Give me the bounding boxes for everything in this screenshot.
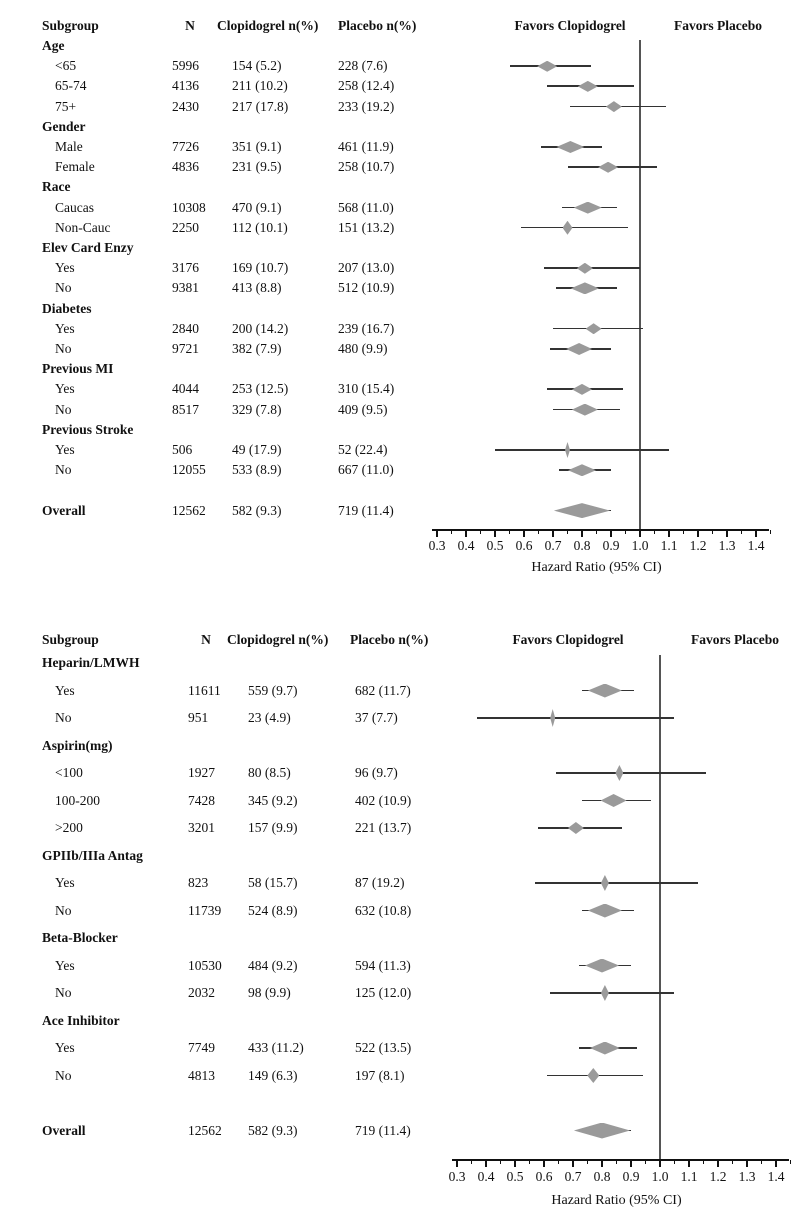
row-n: 1927 [188, 765, 215, 780]
x-axis-tick-label: 1.4 [767, 1169, 785, 1184]
row-n: 951 [188, 710, 209, 725]
x-axis-major-tick [485, 1160, 487, 1167]
x-axis-minor-tick [587, 1160, 588, 1164]
diamond-marker [556, 141, 584, 153]
x-axis-major-tick [659, 1160, 661, 1167]
row-n: 11611 [188, 682, 221, 698]
row-label: No [55, 280, 72, 296]
row-label: No [55, 1067, 72, 1083]
row-n: 7749 [188, 1040, 215, 1055]
row-label: No [55, 341, 72, 356]
row-label: Heparin/LMWH [42, 655, 140, 670]
row-placebo: 258 (10.7) [338, 159, 395, 175]
row-label: Yes [55, 682, 75, 698]
x-axis-tick-label: 1.4 [747, 538, 765, 553]
diamond-marker [588, 684, 622, 698]
x-axis-major-tick [581, 530, 583, 537]
x-axis-tick-label: 1.2 [689, 538, 707, 553]
row-label: Diabetes [42, 300, 92, 316]
row-n: 7428 [188, 792, 215, 808]
row-n: 823 [188, 875, 209, 890]
favors-placebo-label: Favors Placebo [673, 18, 763, 33]
row-n: 8517 [172, 401, 199, 417]
row-clopidogrel: 351 (9.1) [232, 139, 282, 154]
diamond-marker [550, 709, 555, 727]
col-header-placebo: Placebo n(%) [350, 632, 429, 647]
x-axis-major-tick [601, 1160, 603, 1167]
row-n: 10530 [188, 957, 222, 973]
x-axis-tick-label: 0.3 [448, 1169, 466, 1184]
row-label: Ace Inhibitor [42, 1012, 120, 1028]
row-placebo: 522 (13.5) [355, 1040, 412, 1055]
col-header-subgroup: Subgroup [42, 632, 99, 647]
x-axis-tick-label: 0.4 [477, 1169, 495, 1184]
x-axis-tick-label: 1.3 [718, 538, 736, 553]
x-axis-minor-tick [741, 530, 742, 534]
row-placebo: 37 (7.7) [355, 710, 398, 725]
x-axis-major-tick [775, 1160, 777, 1167]
x-axis-minor-tick [596, 530, 597, 534]
x-axis-major-tick [610, 530, 612, 537]
x-axis-tick-label: 0.5 [506, 1169, 524, 1184]
col-header-clopidogrel: Clopidogrel n(%) [227, 632, 329, 647]
row-n: 11739 [188, 902, 222, 918]
x-axis-tick-label: 0.6 [515, 538, 533, 553]
row-n: 5996 [172, 58, 199, 74]
row-clopidogrel: 200 (14.2) [232, 320, 289, 336]
diamond-marker [578, 81, 598, 92]
row-clopidogrel: 533 (8.9) [232, 462, 282, 478]
x-axis-minor-tick [654, 530, 655, 534]
row-label: Race [42, 179, 71, 195]
row-clopidogrel: 80 (8.5) [248, 765, 291, 780]
x-axis-minor-tick [471, 1160, 472, 1164]
row-label: Non-Cauc [55, 219, 111, 235]
row-clopidogrel: 413 (8.8) [232, 280, 282, 296]
x-axis-tick-label: 1.0 [631, 538, 649, 553]
row-label: No [55, 985, 72, 1000]
x-axis-major-tick [494, 530, 496, 537]
row-n: 4836 [172, 159, 199, 175]
row-label: <65 [55, 58, 77, 74]
x-axis-major-tick [456, 1160, 458, 1167]
x-axis-major-tick [717, 1160, 719, 1167]
x-axis-minor-tick [674, 1160, 675, 1164]
row-placebo: 87 (19.2) [355, 875, 405, 890]
x-axis-minor-tick [538, 530, 539, 534]
row-placebo: 461 (11.9) [338, 139, 394, 154]
row-label: Female [55, 159, 95, 175]
row-label: Previous Stroke [42, 421, 134, 437]
row-label: Yes [55, 1040, 75, 1055]
row-n: 12562 [172, 502, 206, 518]
x-axis-minor-tick [480, 530, 481, 534]
favors-placebo-label: Favors Placebo [690, 632, 780, 647]
diamond-marker [554, 503, 610, 518]
x-axis-minor-tick [616, 1160, 617, 1164]
x-axis-tick-label: 1.3 [738, 1169, 756, 1184]
row-label: Yes [55, 381, 75, 397]
x-axis-tick-label: 1.2 [709, 1169, 727, 1184]
row-clopidogrel: 157 (9.9) [248, 820, 298, 835]
row-n: 9721 [172, 341, 199, 356]
x-axis-major-tick [572, 1160, 574, 1167]
x-axis-tick-label: 0.6 [535, 1169, 553, 1184]
diamond-marker [601, 794, 627, 807]
row-clopidogrel: 582 (9.3) [232, 502, 282, 518]
row-placebo: 632 (10.8) [355, 902, 412, 918]
row-label: Male [55, 139, 83, 154]
row-placebo: 52 (22.4) [338, 442, 388, 457]
x-axis-minor-tick [625, 530, 626, 534]
x-axis-minor-tick [732, 1160, 733, 1164]
row-label: Overall [42, 1122, 86, 1138]
row-n: 506 [172, 442, 193, 457]
row-n: 4813 [188, 1067, 215, 1083]
row-clopidogrel: 98 (9.9) [248, 985, 291, 1000]
x-axis-minor-tick [683, 530, 684, 534]
x-axis-major-tick [668, 530, 670, 537]
x-axis-tick-label: 0.4 [457, 538, 475, 553]
diamond-marker [566, 343, 592, 355]
x-axis-minor-tick [790, 1160, 791, 1164]
x-axis-major-tick [552, 530, 554, 537]
diamond-marker [571, 282, 599, 294]
diamond-marker [565, 442, 570, 458]
diamond-marker [601, 985, 609, 1001]
x-axis-minor-tick [645, 1160, 646, 1164]
row-placebo: 151 (13.2) [338, 219, 395, 235]
ci-line [550, 992, 675, 994]
x-axis-major-tick [688, 1160, 690, 1167]
diamond-marker [601, 875, 609, 891]
row-n: 9381 [172, 280, 199, 296]
row-label: Gender [42, 118, 86, 134]
row-label: <100 [55, 765, 83, 780]
x-axis-tick-label: 0.9 [622, 1169, 640, 1184]
diamond-marker [574, 202, 602, 214]
row-label: 65-74 [55, 78, 87, 94]
row-clopidogrel: 23 (4.9) [248, 710, 291, 725]
row-n: 4044 [172, 381, 199, 397]
row-n: 3201 [188, 820, 215, 835]
x-axis-minor-tick [529, 1160, 530, 1164]
x-axis-minor-tick [451, 530, 452, 534]
row-clopidogrel: 58 (15.7) [248, 875, 298, 890]
row-placebo: 402 (10.9) [355, 792, 412, 808]
row-n: 2430 [172, 98, 199, 114]
row-label: Age [42, 38, 65, 53]
row-placebo: 568 (11.0) [338, 199, 394, 215]
row-placebo: 258 (12.4) [338, 78, 395, 94]
ci-line [521, 227, 628, 229]
row-placebo: 233 (19.2) [338, 98, 395, 114]
row-label: Aspirin(mg) [42, 737, 113, 753]
row-label: No [55, 902, 72, 918]
row-clopidogrel: 524 (8.9) [248, 902, 298, 918]
row-clopidogrel: 231 (9.5) [232, 159, 282, 175]
x-axis-major-tick [726, 530, 728, 537]
x-axis-tick-label: 1.1 [680, 1169, 698, 1184]
row-label: Elev Card Enzy [42, 240, 134, 255]
row-clopidogrel: 382 (7.9) [232, 341, 282, 356]
row-label: No [55, 462, 72, 478]
row-clopidogrel: 329 (7.8) [232, 401, 282, 417]
row-clopidogrel: 433 (11.2) [248, 1040, 304, 1055]
x-axis-title: Hazard Ratio (95% CI) [531, 560, 662, 575]
x-axis-tick-label: 1.1 [660, 538, 678, 553]
diamond-marker [574, 1123, 630, 1139]
row-label: 75+ [55, 98, 77, 114]
row-placebo: 239 (16.7) [338, 320, 395, 336]
row-n: 12562 [188, 1122, 222, 1138]
diamond-marker [588, 904, 622, 918]
row-placebo: 228 (7.6) [338, 58, 388, 74]
row-label: No [55, 401, 72, 417]
x-axis-minor-tick [712, 530, 713, 534]
row-clopidogrel: 211 (10.2) [232, 78, 288, 94]
x-axis-minor-tick [558, 1160, 559, 1164]
x-axis-major-tick [755, 530, 757, 537]
x-axis-major-tick [630, 1160, 632, 1167]
x-axis-minor-tick [567, 530, 568, 534]
diamond-marker [585, 959, 619, 973]
row-placebo: 409 (9.5) [338, 401, 388, 417]
x-axis-tick-label: 0.3 [428, 538, 446, 553]
x-axis-tick-label: 0.9 [602, 538, 620, 553]
x-axis-tick-label: 1.0 [651, 1169, 669, 1184]
ci-line [556, 772, 707, 774]
diamond-marker [537, 61, 557, 72]
col-header-placebo: Placebo n(%) [338, 18, 417, 33]
row-placebo: 310 (15.4) [338, 381, 395, 397]
row-clopidogrel: 49 (17.9) [232, 442, 282, 457]
x-axis-major-tick [523, 530, 525, 537]
row-label: 100-200 [55, 792, 100, 808]
row-placebo: 125 (12.0) [355, 985, 412, 1000]
col-header-n: N [201, 632, 211, 647]
row-clopidogrel: 112 (10.1) [232, 219, 288, 235]
col-header-subgroup: Subgroup [42, 18, 99, 33]
row-placebo: 512 (10.9) [338, 280, 395, 296]
row-clopidogrel: 470 (9.1) [232, 199, 282, 215]
x-axis-tick-label: 0.8 [573, 538, 591, 553]
row-label: Yes [55, 320, 75, 336]
favors-clopidogrel-label: Favors Clopidogrel [514, 18, 626, 33]
x-axis-tick-label: 0.7 [544, 538, 562, 553]
x-axis-line [452, 1159, 789, 1161]
row-n: 3176 [172, 260, 199, 276]
row-label: >200 [55, 820, 83, 835]
diamond-marker [568, 464, 596, 476]
x-axis-major-tick [514, 1160, 516, 1167]
row-clopidogrel: 149 (6.3) [248, 1067, 298, 1083]
diamond-marker [598, 162, 618, 173]
x-axis-major-tick [746, 1160, 748, 1167]
x-axis-title: Hazard Ratio (95% CI) [551, 1193, 682, 1208]
row-clopidogrel: 345 (9.2) [248, 792, 298, 808]
x-axis-major-tick [465, 530, 467, 537]
diamond-marker [563, 221, 573, 235]
row-label: GPIIb/IIIa Antag [42, 847, 143, 863]
row-n: 7726 [172, 139, 199, 154]
row-placebo: 719 (11.4) [355, 1122, 411, 1138]
row-label: Overall [42, 502, 86, 518]
x-axis-major-tick [697, 530, 699, 537]
x-axis-minor-tick [500, 1160, 501, 1164]
row-n: 12055 [172, 462, 206, 478]
diamond-marker [577, 263, 593, 274]
row-n: 10308 [172, 199, 206, 215]
row-label: Yes [55, 957, 75, 973]
x-axis-major-tick [436, 530, 438, 537]
row-label: Previous MI [42, 361, 114, 377]
col-header-n: N [185, 18, 195, 33]
x-axis-tick-label: 0.7 [564, 1169, 582, 1184]
row-clopidogrel: 217 (17.8) [232, 98, 289, 114]
x-axis-major-tick [639, 530, 641, 537]
refline-hr-1 [659, 655, 661, 1159]
x-axis-minor-tick [770, 530, 771, 534]
row-placebo: 667 (11.0) [338, 462, 394, 478]
row-placebo: 207 (13.0) [338, 260, 395, 276]
ci-line [477, 717, 674, 719]
row-n: 2032 [188, 985, 215, 1000]
diamond-marker [606, 101, 622, 112]
row-placebo: 221 (13.7) [355, 820, 412, 835]
x-axis-major-tick [543, 1160, 545, 1167]
row-n: 4136 [172, 78, 199, 94]
diamond-marker [568, 822, 584, 834]
diamond-marker [572, 384, 592, 395]
ci-line [495, 449, 669, 451]
row-clopidogrel: 169 (10.7) [232, 260, 289, 276]
row-n: 2840 [172, 320, 199, 336]
diamond-marker [587, 1068, 599, 1083]
row-placebo: 719 (11.4) [338, 502, 394, 518]
x-axis-tick-label: 0.8 [593, 1169, 611, 1184]
row-n: 2250 [172, 219, 199, 235]
row-placebo: 594 (11.3) [355, 957, 411, 973]
x-axis-line [432, 529, 769, 531]
row-clopidogrel: 559 (9.7) [248, 682, 298, 698]
x-axis-minor-tick [761, 1160, 762, 1164]
row-placebo: 197 (8.1) [355, 1067, 405, 1083]
row-label: Beta-Blocker [42, 930, 118, 945]
row-label: Yes [55, 442, 75, 457]
x-axis-minor-tick [703, 1160, 704, 1164]
x-axis-minor-tick [509, 530, 510, 534]
col-header-clopidogrel: Clopidogrel n(%) [217, 18, 319, 33]
diamond-marker [615, 765, 623, 781]
row-clopidogrel: 484 (9.2) [248, 957, 298, 973]
refline-hr-1 [639, 40, 641, 529]
favors-clopidogrel-label: Favors Clopidogrel [512, 632, 624, 647]
row-label: Yes [55, 260, 75, 276]
row-clopidogrel: 253 (12.5) [232, 381, 289, 397]
row-label: No [55, 710, 72, 725]
x-axis-tick-label: 0.5 [486, 538, 504, 553]
diamond-marker [586, 323, 602, 334]
ci-line [535, 882, 697, 884]
row-placebo: 682 (11.7) [355, 682, 411, 698]
row-clopidogrel: 154 (5.2) [232, 58, 282, 74]
diamond-marker [572, 404, 598, 416]
row-placebo: 480 (9.9) [338, 341, 388, 356]
diamond-marker [590, 1042, 620, 1055]
row-clopidogrel: 582 (9.3) [248, 1122, 298, 1138]
row-placebo: 96 (9.7) [355, 765, 398, 780]
row-label: Yes [55, 875, 75, 890]
row-label: Caucas [55, 199, 94, 215]
